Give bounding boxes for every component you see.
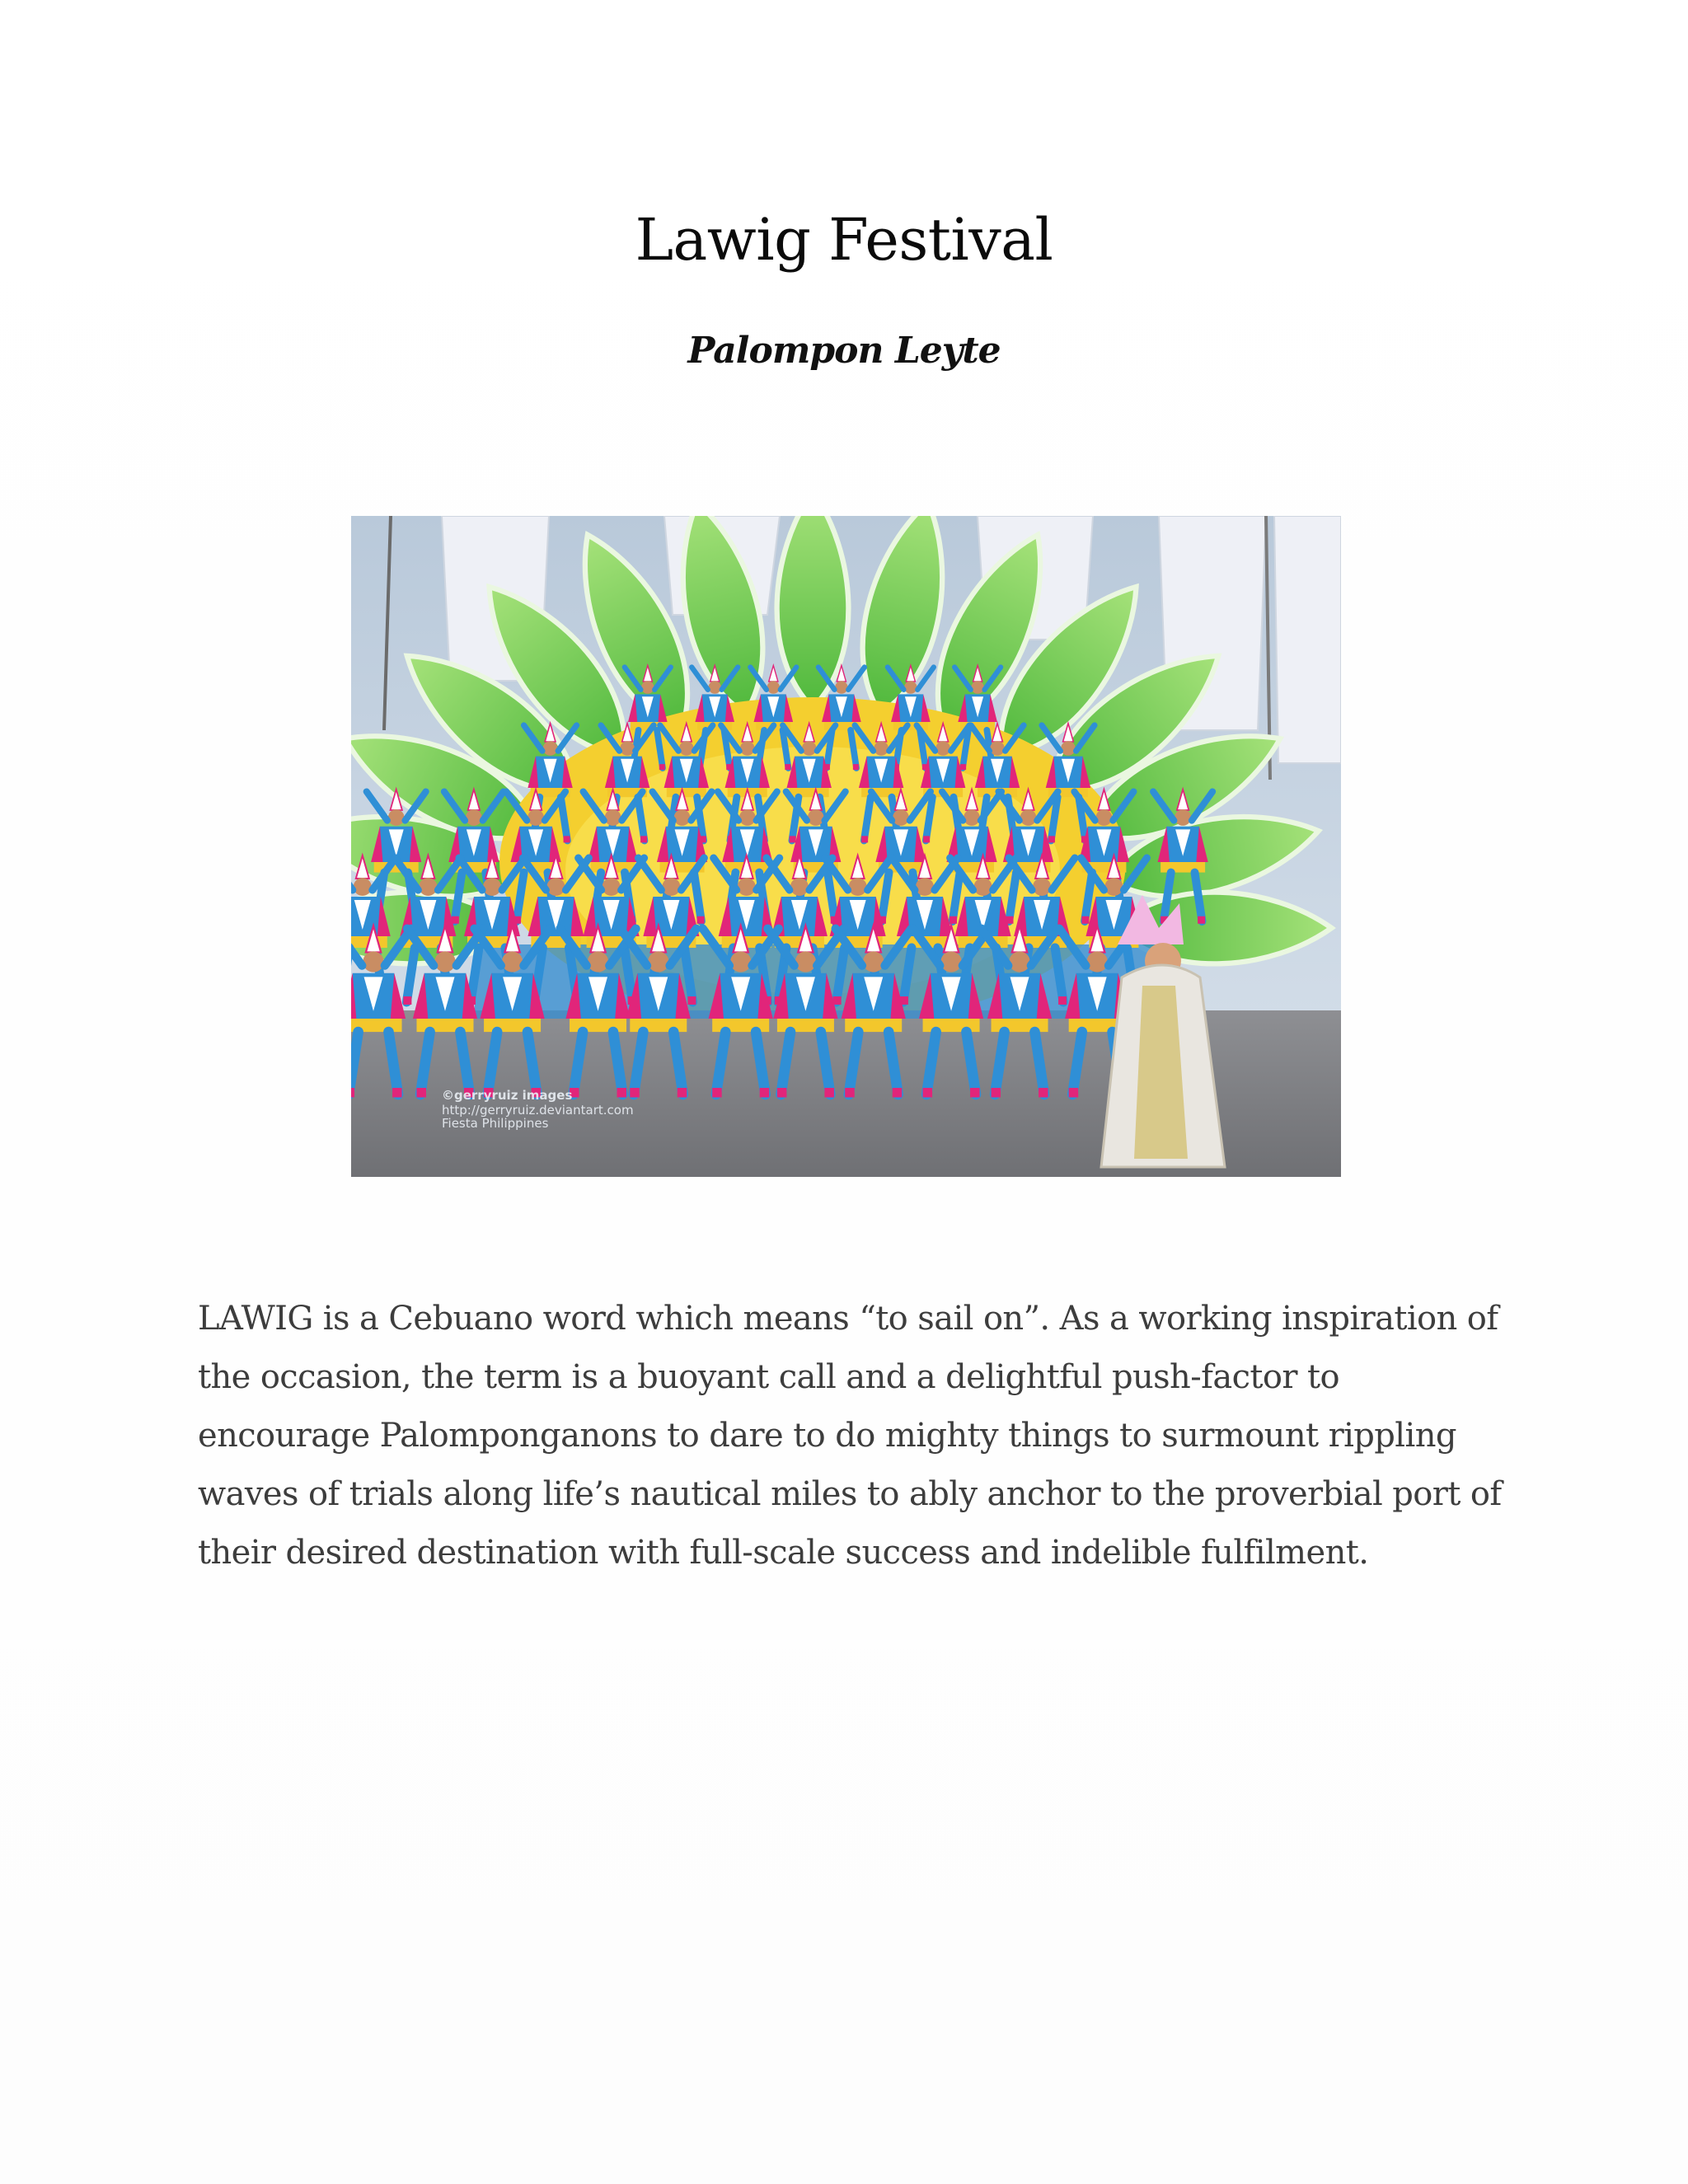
photo-watermark-line-1: ©gerryruiz images <box>442 1088 573 1103</box>
festival-photo <box>351 516 1341 1177</box>
photo-watermark-line-3: Fiesta Philippines <box>442 1116 549 1131</box>
document-subtitle: Palompon Leyte <box>687 330 1001 372</box>
document-title: Lawig Festival <box>635 206 1053 274</box>
photo-watermark-line-2: http://gerryruiz.deviantart.com <box>442 1103 634 1118</box>
body-paragraph: LAWIG is a Cebuano word which means “to sail on”. As a working inspiration of the occasion, the term is a buoyant call and a delightful push-factor to encourage Palomponganons to dare to do mighty things to surmount rippling waves of trials along life’s nautical miles to ably anchor to the proverbial port of their desired destination with full-scale success and indelible fulfilment. <box>198 1300 1502 1572</box>
